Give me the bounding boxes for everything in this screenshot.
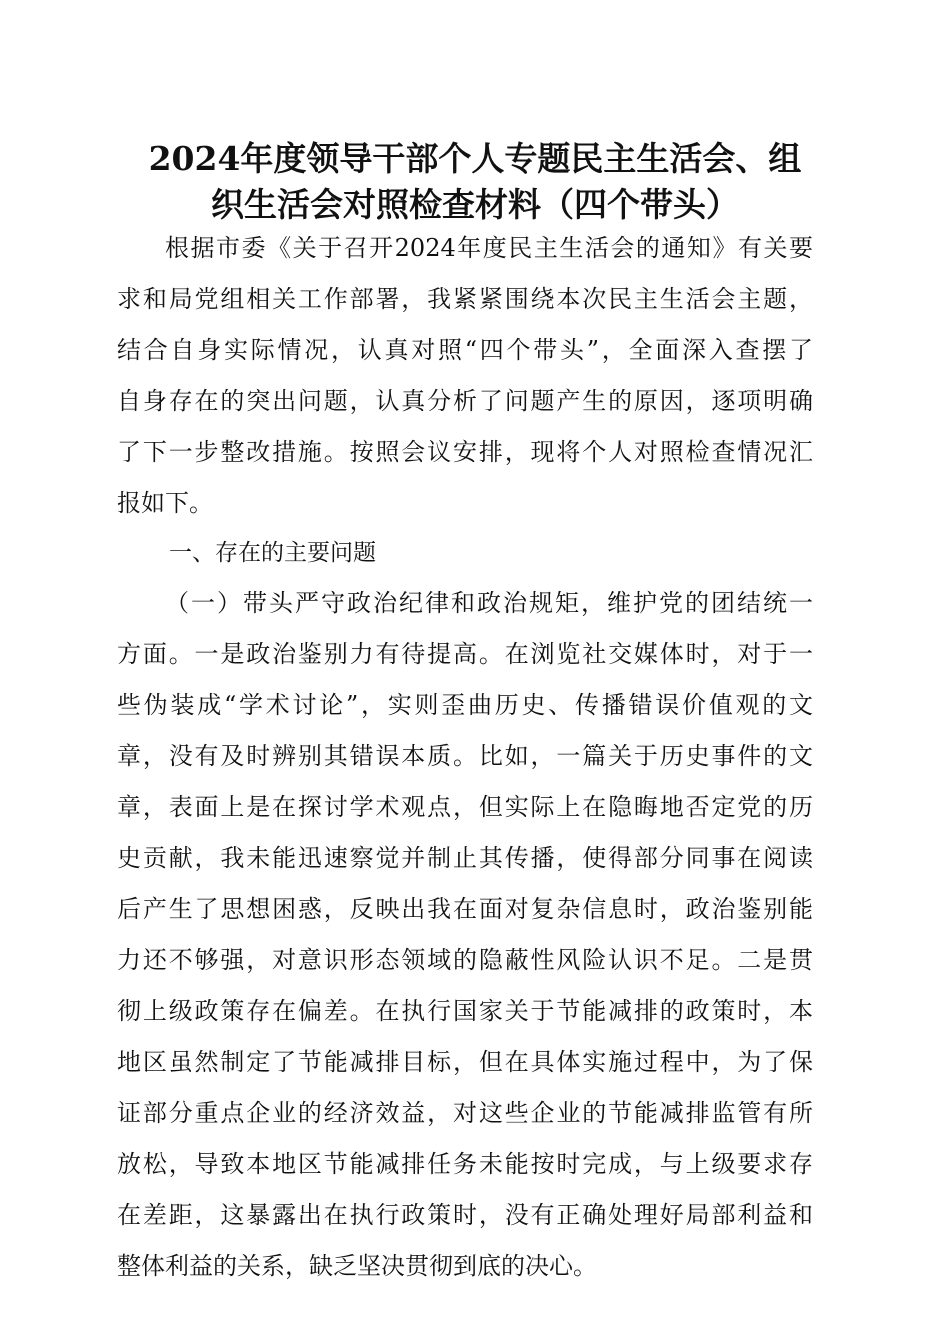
intro-paragraph [117,223,813,529]
paragraph-line: 放松，导致本地区节能减排任务未能按时完成，与上级要求存 [117,1150,813,1178]
title-line-2: 织生活会对照检查材料（四个带头） [211,185,739,224]
section-heading: 一、存在的主要问题 [169,540,376,566]
paragraph-line: 根据市委《关于召开2024年度民主生活会的通知》有关要 [165,234,813,262]
paragraph-line: 地区虽然制定了节能减排目标，但在具体实施过程中，为了保 [117,1048,813,1076]
paragraph-line: 后产生了思想困惑，反映出我在面对复杂信息时，政治鉴别能 [117,895,813,923]
paragraph-line: 彻上级政策存在偏差。在执行国家关于节能减排的政策时，本 [117,997,813,1025]
paragraph-line: 求和局党组相关工作部署，我紧紧围绕本次民主生活会主题， [117,285,813,313]
paragraph-line: 方面。一是政治鉴别力有待提高。在浏览社交媒体时，对于一 [117,640,813,668]
title-line-1: 2024年度领导干部个人专题民主生活会、组 [148,139,802,178]
section-paragraph [117,578,813,1292]
paragraph-line: 自身存在的突出问题，认真分析了问题产生的原因，逐项明确 [117,387,813,415]
paragraph-line: 在差距，这暴露出在执行政策时，没有正确处理好局部利益和 [117,1201,813,1229]
paragraph-line: 章，没有及时辨别其错误本质。比如，一篇关于历史事件的文 [117,742,813,770]
paragraph-line: 报如下。 [117,489,213,517]
paragraph-line: （一）带头严守政治纪律和政治规矩，维护党的团结统一 [165,589,813,617]
document-title [110,136,840,228]
paragraph-line: 结合自身实际情况，认真对照“四个带头”，全面深入查摆了 [117,336,813,364]
paragraph-line: 史贡献，我未能迅速察觉并制止其传播，使得部分同事在阅读 [117,844,813,872]
paragraph-line: 整体利益的关系，缺乏坚决贯彻到底的决心。 [117,1252,597,1280]
paragraph-line: 章，表面上是在探讨学术观点，但实际上在隐晦地否定党的历 [117,793,813,821]
paragraph-line: 了下一步整改措施。按照会议安排，现将个人对照检查情况汇 [117,438,813,466]
paragraph-line: 证部分重点企业的经济效益，对这些企业的节能减排监管有所 [117,1099,813,1127]
document-body [117,223,813,1292]
paragraph-line: 些伪装成“学术讨论”，实则歪曲历史、传播错误价值观的文 [117,691,813,719]
paragraph-line: 力还不够强，对意识形态领域的隐蔽性风险认识不足。二是贯 [117,946,813,974]
